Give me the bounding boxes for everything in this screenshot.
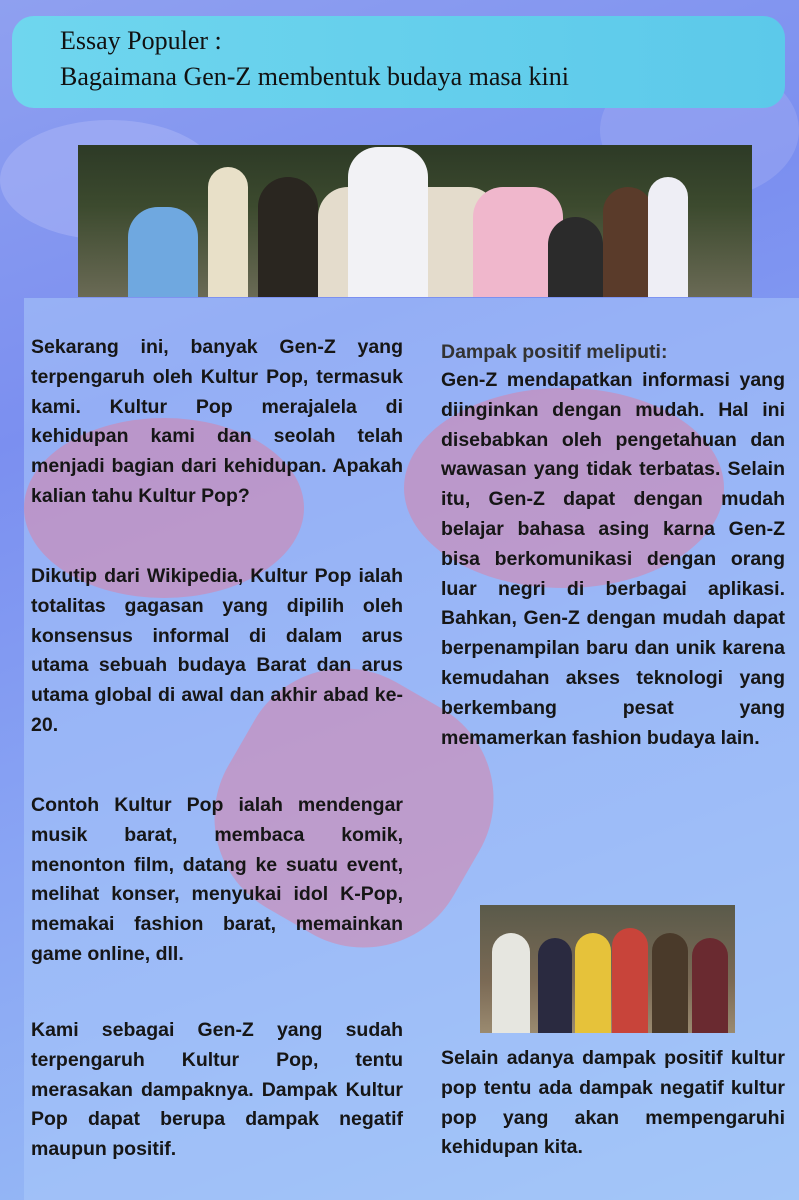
photo-figure [575, 933, 611, 1033]
left-column [31, 333, 403, 1163]
photo-figure [208, 167, 248, 297]
photo-figure [652, 933, 688, 1033]
photo-figure [692, 938, 728, 1033]
intro-paragraph: Sekarang ini, banyak Gen-Z yang terpengaruh oleh Kultur Pop, termasuk kami. Kultur Pop merajalela di kehidupan kami dan seolah telah menjadi bagian dari kehidupan. Apakah kalian tahu Kultur Pop? [31, 336, 403, 507]
photo-figure [612, 928, 648, 1033]
positive-impact-heading: Dampak positif meliputi: [441, 341, 668, 363]
title-line-2: Bagaimana Gen-Z membentuk budaya masa kini [60, 62, 570, 91]
right-column [441, 338, 785, 1188]
photo-figure [492, 933, 530, 1033]
photo-figure [548, 217, 603, 297]
title-line-1: Essay Populer : [60, 26, 222, 55]
closing-paragraph: Selain adanya dampak positif kultur pop tentu ada dampak negatif kultur pop yang akan mempengaruhi kehidupan kita. [441, 1047, 785, 1159]
costume-parade-photo [78, 145, 752, 297]
cosplay-group-photo [480, 905, 735, 1033]
definition-paragraph: Dikutip dari Wikipedia, Kultur Pop ialah totalitas gagasan yang dipilih oleh konsensus informal di dalam arus utama sebuah budaya Barat dan arus utama global di awal dan akhir abad ke-20. [31, 565, 403, 736]
photo-figure [348, 147, 428, 297]
title-banner [12, 16, 785, 108]
photo-figure [128, 207, 198, 297]
photo-figure [538, 938, 572, 1033]
examples-paragraph: Contoh Kultur Pop ialah mendengar musik barat, membaca komik, menonton film, datang ke suatu event, melihat konser, menyukai idol K-Pop, memakai fashion barat, memainkan game online, dll. [31, 794, 403, 965]
photo-figure [258, 177, 318, 297]
photo-figure [603, 187, 653, 297]
positive-impact-paragraph: Gen-Z mendapatkan informasi yang diinginkan dengan mudah. Hal ini disebabkan oleh pengetahuan dan wawasan yang tidak terbatas. Selain itu, Gen-Z dapat dengan mudah belajar bahasa asing karna Gen-Z bisa berkomunikasi dengan orang luar negri di berbagai aplikasi. Bahkan, Gen-Z dengan mudah dapat berpenampilan baru dan unik karena kemudahan akses teknologi yang berkembang pesat yang memamerkan fashion budaya lain. [441, 369, 785, 749]
impact-paragraph: Kami sebagai Gen-Z yang sudah terpengaruh Kultur Pop, tentu merasakan dampaknya. Dampak Kultur Pop dapat berupa dampak negatif maupun positif. [31, 1019, 403, 1161]
photo-figure [648, 177, 688, 297]
